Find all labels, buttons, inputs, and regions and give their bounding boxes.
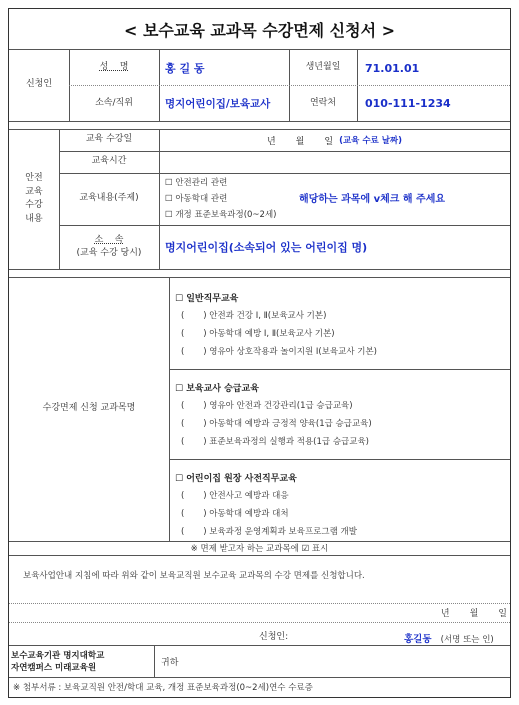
date-label: 교육 수강일 <box>85 134 133 145</box>
promotion-item-1[interactable]: ( ) 영유아 안전과 건강관리(1급 승급교육) <box>181 401 353 411</box>
contact-label: 연락처 <box>309 97 337 108</box>
content-note: 해당하는 과목에 v체크 해 주세요 <box>299 194 446 205</box>
date-text: 년 월 일 <box>266 136 334 147</box>
safety-section-label: 안전 교육 수강 내용 <box>25 173 43 224</box>
director-item-3[interactable]: ( ) 보육과정 운영계획과 보육프로그램 개발 <box>181 527 357 537</box>
general-item-2[interactable]: ( ) 아동학대 예방 Ⅰ, Ⅱ(보육교사 기본) <box>181 329 335 339</box>
recipient: 보수교육기관 명지대학교 자연캠퍼스 미래교육원 <box>11 650 105 673</box>
content-option-curriculum[interactable]: ☐ 개정 표준보육과정(0~2세) <box>165 210 277 220</box>
birth-value: 71.01.01 <box>365 61 420 75</box>
director-item-1[interactable]: ( ) 안전사고 예방과 대응 <box>181 491 289 501</box>
form-title: < 보수교육 교과목 수강면제 신청서 > <box>123 20 396 40</box>
birth-label: 생년월일 <box>305 62 341 73</box>
director-training-heading[interactable]: ☐ 어린이집 원장 사전직무교육 <box>175 474 297 484</box>
statement-text: 보육사업안내 지침에 따라 위와 같이 보육교직원 보수교육 교과목의 수강 면제를 신청합니다. <box>23 571 365 581</box>
exempt-section-label: 수강면제 신청 교과목명 <box>42 403 136 414</box>
affiliation-label: 소속/직위 <box>95 97 133 108</box>
signer-name: 홍길동 <box>404 634 432 645</box>
signature-date: 년 월 일 <box>440 609 507 619</box>
promotion-item-3[interactable]: ( ) 표준보육과정의 실행과 적용(1급 승급교육) <box>181 437 369 447</box>
signer-note: (서명 또는 인) <box>440 635 494 645</box>
general-item-3[interactable]: ( ) 영유아 상호작용과 놀이지원 Ⅰ(보육교사 기본) <box>181 347 377 357</box>
date-note: (교육 수료 날짜) <box>339 136 403 146</box>
general-training-heading[interactable]: ☐ 일반직무교육 <box>175 294 239 304</box>
attachment-note: ※ 첨부서류 : 보육교직원 안전/학대 교육, 개정 표준보육과정(0~2세)연수 수료증 <box>13 683 313 693</box>
time-label: 교육시간 <box>91 156 127 167</box>
place-value: 명지어린이집(소속되어 있는 어린이집 명) <box>165 241 368 254</box>
promotion-item-2[interactable]: ( ) 아동학대 예방과 긍정적 양육(1급 승급교육) <box>181 419 372 429</box>
recipient-suffix: 귀하 <box>161 658 179 668</box>
place-label-group <box>59 225 159 269</box>
name-label: 성 명 <box>99 62 129 73</box>
affiliation-value: 명지어린이집/보육교사 <box>165 98 271 110</box>
applicant-section-label: 신청인 <box>25 79 53 90</box>
name-value: 홍 길 동 <box>165 62 205 75</box>
content-option-abuse[interactable]: ☐ 아동학대 관련 <box>165 194 228 204</box>
exempt-footnote: ※ 면제 받고자 하는 교과목에 ☑ 표시 <box>190 544 329 554</box>
application-form <box>8 8 511 698</box>
general-item-1[interactable]: ( ) 안전과 건강 Ⅰ, Ⅱ(보육교사 기본) <box>181 311 327 321</box>
content-label: 교육내용(주제) <box>79 193 139 204</box>
signer-field[interactable] <box>404 627 494 646</box>
date-field[interactable] <box>159 129 510 151</box>
signer-label: 신청인: <box>259 632 289 642</box>
place-sublabel: (교육 수강 당시) <box>76 248 142 258</box>
content-option-safety[interactable]: ☐ 안전관리 관련 <box>165 178 228 188</box>
director-item-2[interactable]: ( ) 아동학대 예방과 대처 <box>181 509 289 519</box>
promotion-training-heading[interactable]: ☐ 보육교사 승급교육 <box>175 384 259 394</box>
time-field[interactable] <box>159 151 510 173</box>
contact-value: 010-111-1234 <box>365 97 451 110</box>
place-label: 소 속 <box>94 234 124 245</box>
